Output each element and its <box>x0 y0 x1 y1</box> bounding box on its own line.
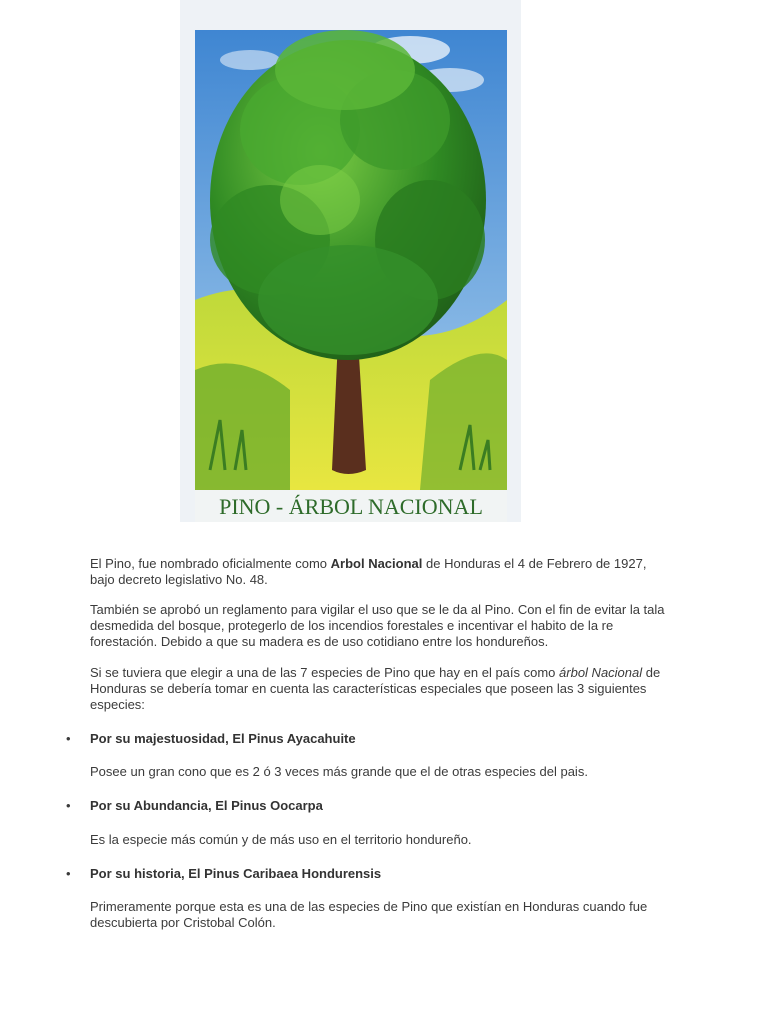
paragraph-regulation <box>90 602 690 650</box>
caribaea-desc-line1: Primeramente porque esta es una de las especies de Pino que existían en Honduras cuando fue <box>90 899 648 914</box>
bullet-title-oocarpa: Por su Abundancia, El Pinus Oocarpa <box>90 798 323 813</box>
intro-bold-term: Arbol Nacional <box>330 556 423 571</box>
bullet-desc-caribaea <box>90 899 690 931</box>
regulation-line2: desmedida del bosque, protegerlo de los incendios forestales e incentivar el habito de la re <box>90 618 614 633</box>
pine-tree-illustration <box>180 0 521 522</box>
poster-caption: PINO - ÁRBOL NACIONAL <box>219 494 483 519</box>
intro-text-line2: bajo decreto legislativo No. 48. <box>90 572 268 587</box>
paragraph-intro <box>90 556 690 588</box>
regulation-line1: También se aprobó un reglamento para vigilar el uso que se le da al Pino. Con el fin de evitar la tala <box>90 602 665 617</box>
species-intro-italic: árbol Nacional <box>559 665 643 680</box>
paragraph-species-intro <box>90 665 690 713</box>
bullet-desc-oocarpa: Es la especie más común y de más uso en el territorio hondureño. <box>90 832 472 847</box>
national-tree-poster <box>180 0 521 522</box>
bullet-marker: • <box>66 731 71 746</box>
intro-text-end: de Honduras el 4 de Febrero de 1927, <box>422 556 647 571</box>
regulation-line3: forestación. Debido a que su madera es de uso cotidiano entre los hondureños. <box>90 634 549 649</box>
bullet-title-caribaea: Por su historia, El Pinus Caribaea Hondurensis <box>90 866 382 881</box>
bullet-marker: • <box>66 866 71 881</box>
species-intro-line3: especies: <box>90 697 145 712</box>
bullet-desc-ayacahuite: Posee un gran cono que es 2 ó 3 veces más grande que el de otras especies del pais. <box>90 764 588 779</box>
species-intro-start: Si se tuviera que elegir a una de las 7 especies de Pino que hay en el país como <box>90 665 560 680</box>
species-intro-end: de <box>642 665 661 680</box>
bullet-marker: • <box>66 798 71 813</box>
bullet-title-ayacahuite: Por su majestuosidad, El Pinus Ayacahuite <box>90 731 356 746</box>
intro-text-start: El Pino, fue nombrado oficialmente como <box>90 556 331 571</box>
species-intro-line2: Honduras se debería tomar en cuenta las características especiales que poseen las 3 siguientes <box>90 681 647 696</box>
caribaea-desc-line2: descubierta por Cristobal Colón. <box>90 915 276 930</box>
